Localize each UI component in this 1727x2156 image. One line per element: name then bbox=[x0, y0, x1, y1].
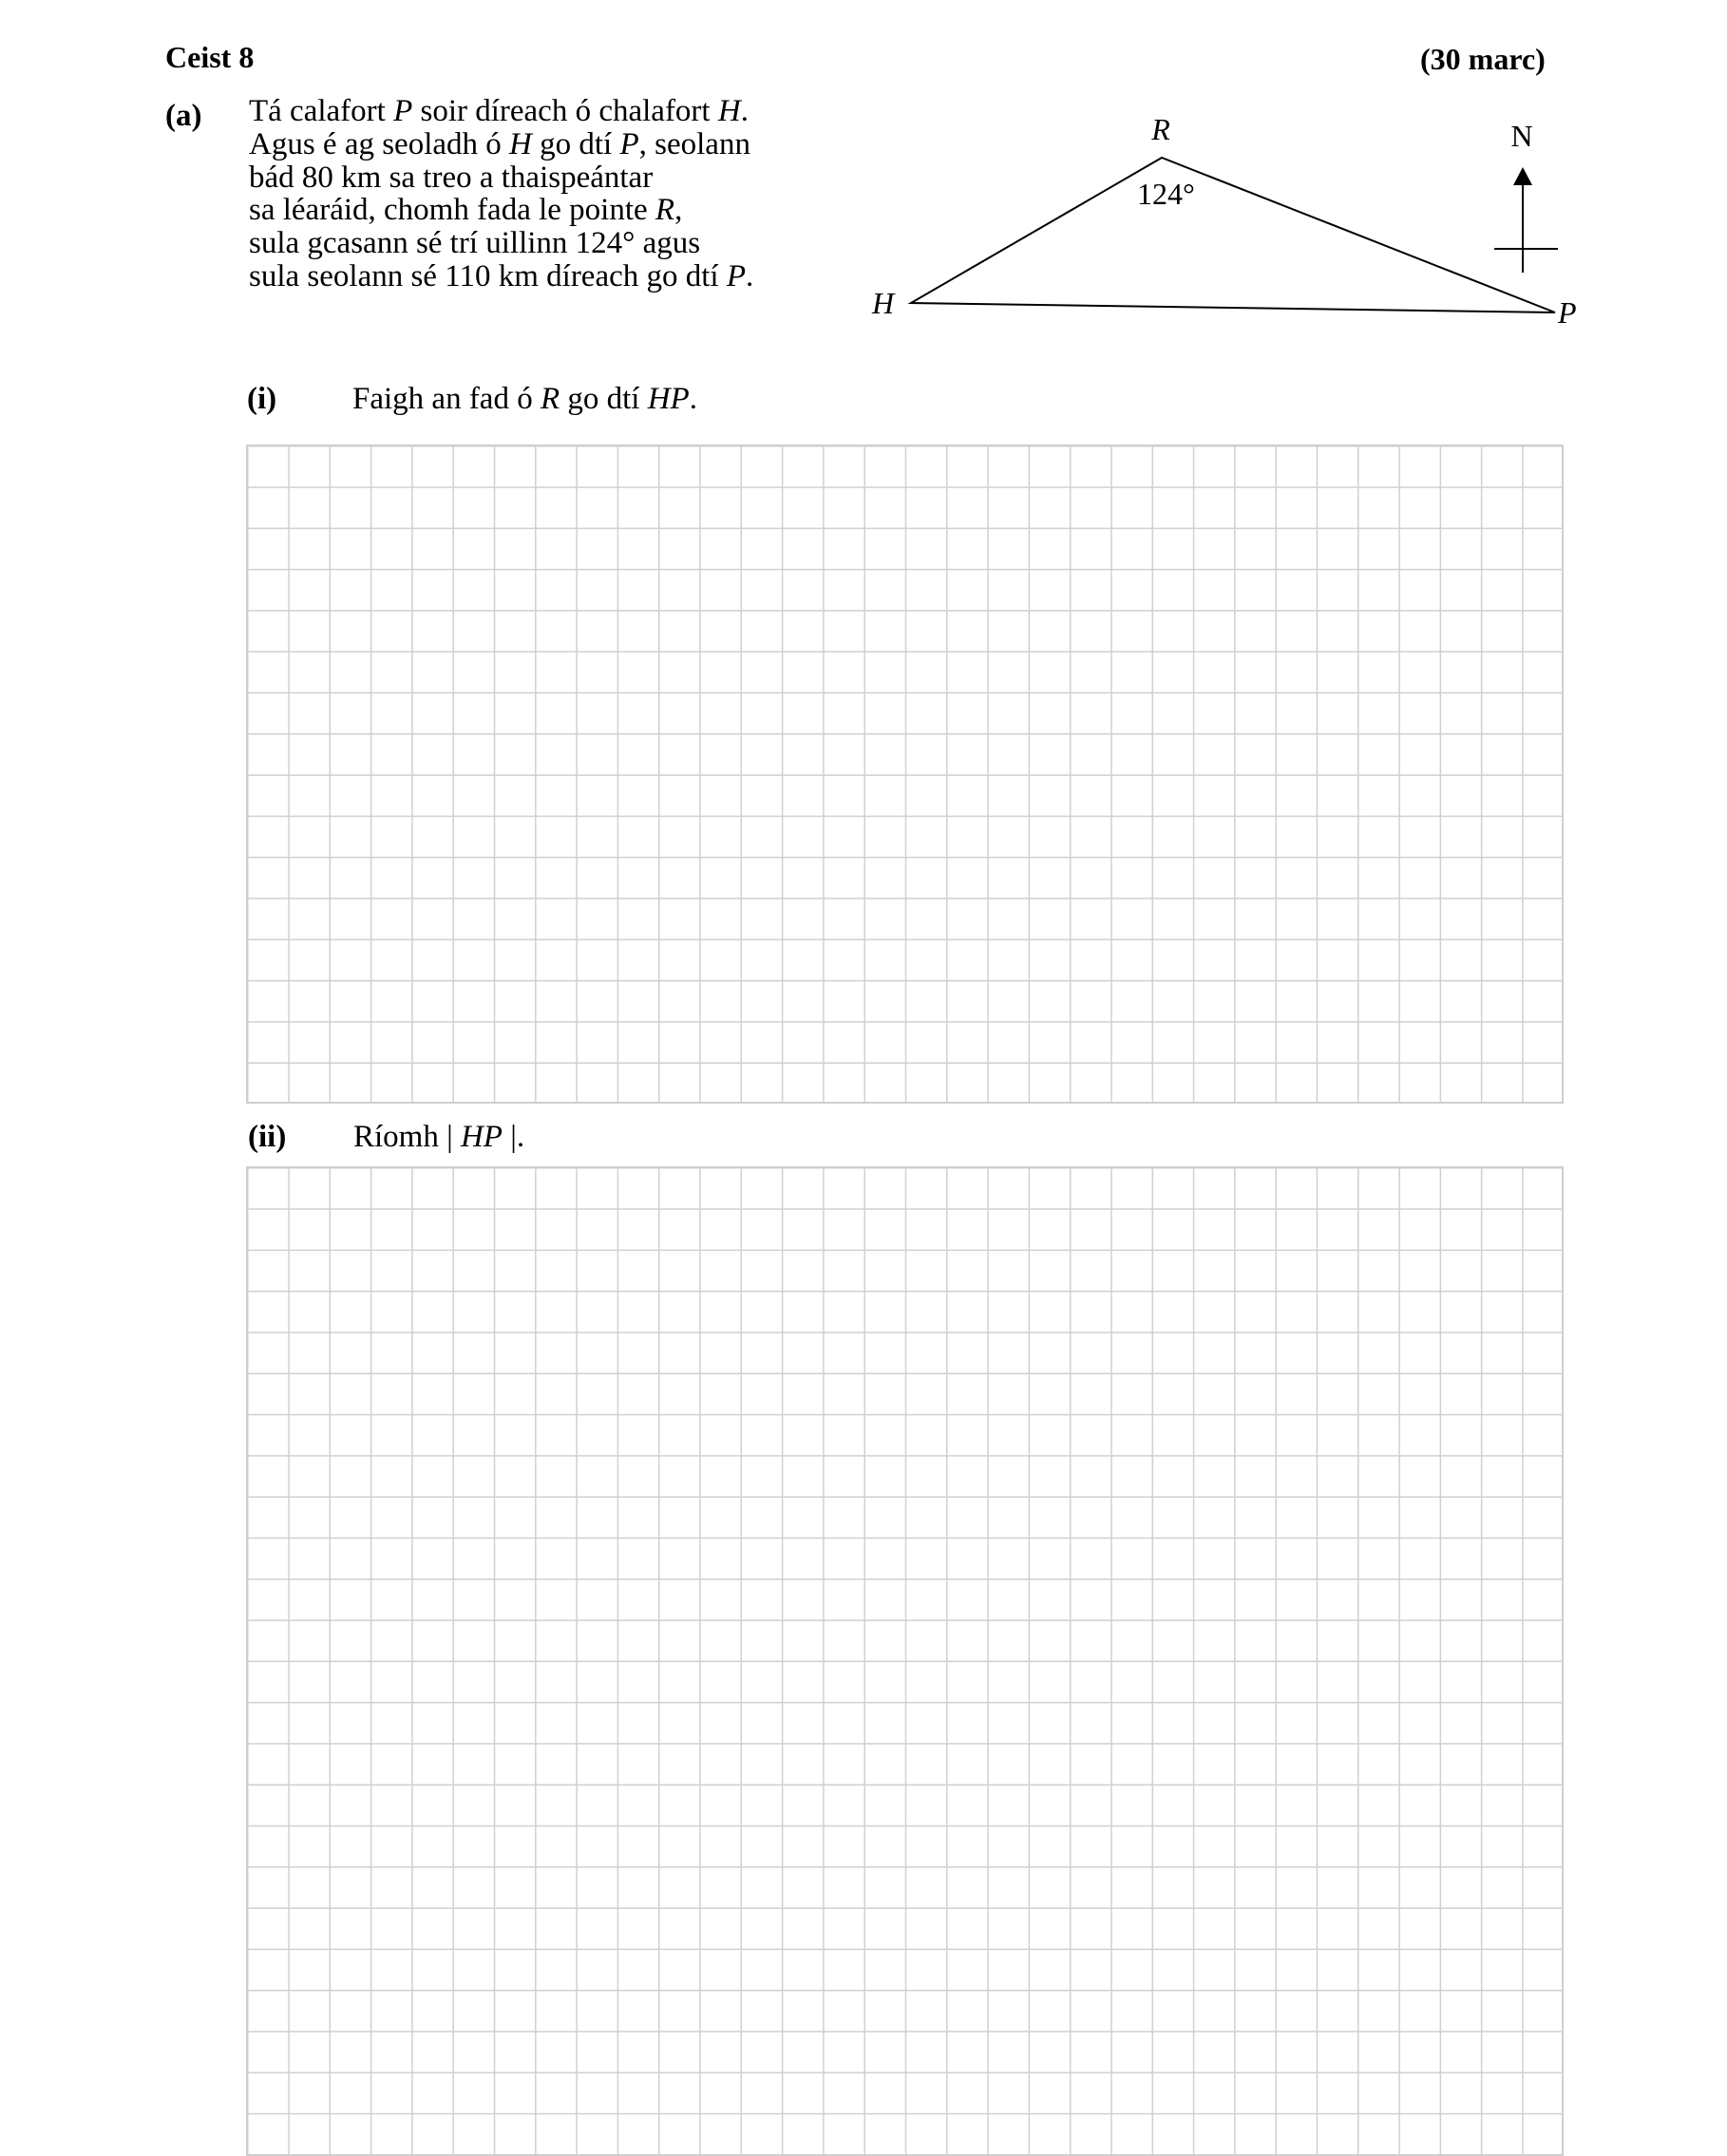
compass-label: N bbox=[1510, 119, 1533, 153]
text-run: , seolann bbox=[638, 126, 750, 161]
text-run: Agus é ag seoladh ó bbox=[249, 126, 510, 161]
text-run: go dtí bbox=[560, 382, 648, 416]
text-run: sula seolann sé 110 km díreach go dtí bbox=[249, 258, 727, 293]
text-run: Tá calafort bbox=[249, 94, 394, 128]
text-run: , bbox=[674, 193, 683, 228]
text-run: . bbox=[746, 258, 754, 293]
math-variable: H bbox=[717, 94, 741, 128]
north-arrow-icon bbox=[1494, 167, 1558, 273]
sub-ii-text bbox=[353, 1118, 524, 1156]
sub-i-text bbox=[352, 380, 697, 418]
math-variable: R bbox=[540, 382, 560, 416]
angle-label: 124° bbox=[1137, 177, 1195, 211]
text-run: sa léaráid, chomh fada le pointe bbox=[249, 193, 655, 228]
text-run: . bbox=[689, 382, 697, 416]
math-variable: R bbox=[655, 193, 675, 228]
part-a-label: (a) bbox=[165, 99, 202, 133]
math-variable: P bbox=[619, 126, 639, 161]
text-run: Faigh an fad ó bbox=[352, 382, 541, 416]
vertex-h-label: H bbox=[872, 286, 895, 320]
math-variable: H bbox=[509, 126, 532, 161]
math-variable: HP bbox=[647, 382, 690, 416]
text-run: go dtí bbox=[531, 126, 620, 161]
sub-i-label: (i) bbox=[247, 382, 277, 416]
triangle-hrp bbox=[911, 158, 1555, 312]
question-title: Ceist 8 bbox=[165, 40, 255, 74]
text-run: soir díreach ó chalafort bbox=[412, 94, 718, 128]
text-run: . bbox=[740, 94, 749, 128]
sub-ii-label: (ii) bbox=[248, 1120, 287, 1154]
answer-grid-i[interactable] bbox=[246, 444, 1564, 1104]
triangle-diagram bbox=[0, 0, 1727, 399]
math-variable: P bbox=[726, 258, 747, 293]
vertex-r-label: R bbox=[1151, 112, 1170, 146]
math-variable: P bbox=[393, 94, 413, 128]
text-run: sula gcasann sé trí uillinn 124° agus bbox=[249, 226, 701, 261]
text-run: |. bbox=[502, 1120, 525, 1154]
text-run: bád 80 km sa treo a thaispeántar bbox=[249, 160, 654, 195]
question-marks: (30 marc) bbox=[1420, 42, 1546, 76]
vertex-p-label: P bbox=[1558, 295, 1577, 330]
math-variable: HP bbox=[460, 1120, 503, 1154]
text-run: Ríomh | bbox=[353, 1120, 461, 1154]
answer-grid-ii[interactable] bbox=[246, 1166, 1564, 2156]
